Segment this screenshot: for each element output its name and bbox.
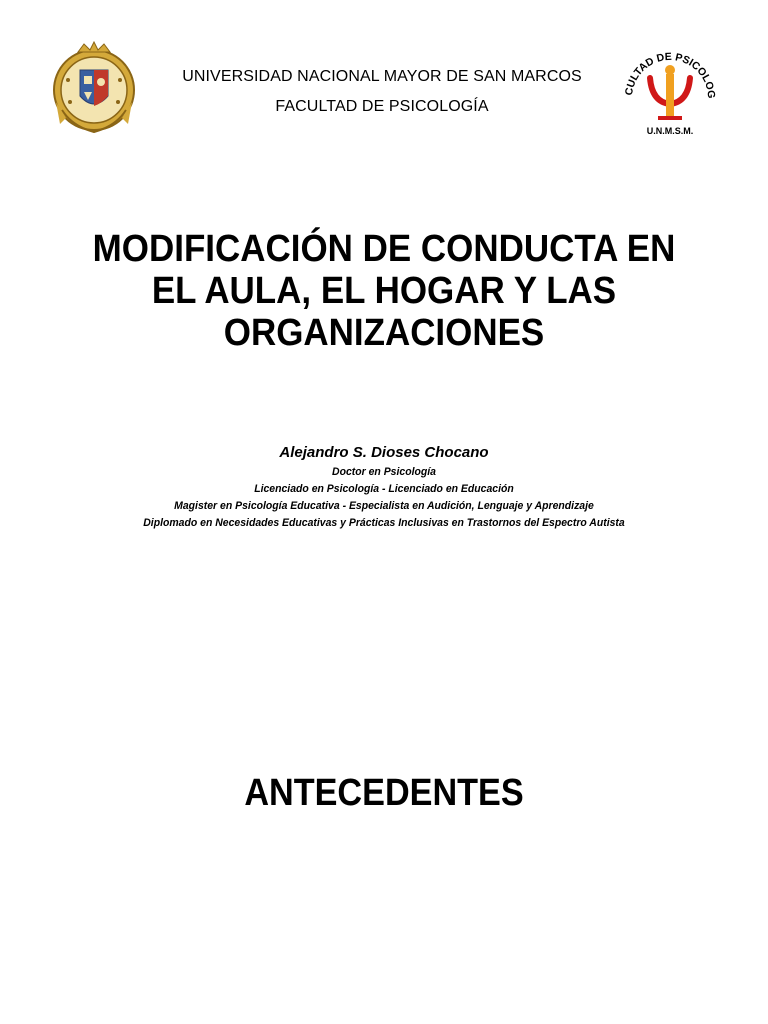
author-credential: Licenciado en Psicología - Licenciado en Educación <box>254 483 514 495</box>
faculty-logo <box>618 42 722 146</box>
document-title <box>68 228 701 354</box>
faculty-name: FACULTAD DE PSICOLOGÍA <box>275 98 489 115</box>
title-line-2: EL AULA, EL HOGAR Y LAS <box>151 270 617 312</box>
author-credential: Doctor en Psicología <box>332 466 436 478</box>
section-heading: ANTECEDENTES <box>244 772 524 814</box>
faculty-logo-bottom-text: U.N.M.S.M. <box>646 126 694 136</box>
university-name: UNIVERSIDAD NACIONAL MAYOR DE SAN MARCOS <box>182 68 582 85</box>
author-credential: Magister en Psicología Educativa - Especialista en Audición, Lenguaje y Aprendizaje <box>174 500 594 512</box>
author-credential: Diplomado en Necesidades Educativas y Prácticas Inclusivas en Trastornos del Espectro Autista <box>143 517 625 529</box>
university-seal-logo <box>48 40 140 140</box>
title-line-1: MODIFICACIÓN DE CONDUCTA EN <box>92 228 676 270</box>
author-name: Alejandro S. Dioses Chocano <box>279 444 489 461</box>
author-block <box>60 442 708 532</box>
title-line-3: ORGANIZACIONES <box>223 312 545 354</box>
faculty-logo-arc-text: CULTAD DE PSICOLOG <box>622 50 718 99</box>
document-header <box>150 62 614 122</box>
